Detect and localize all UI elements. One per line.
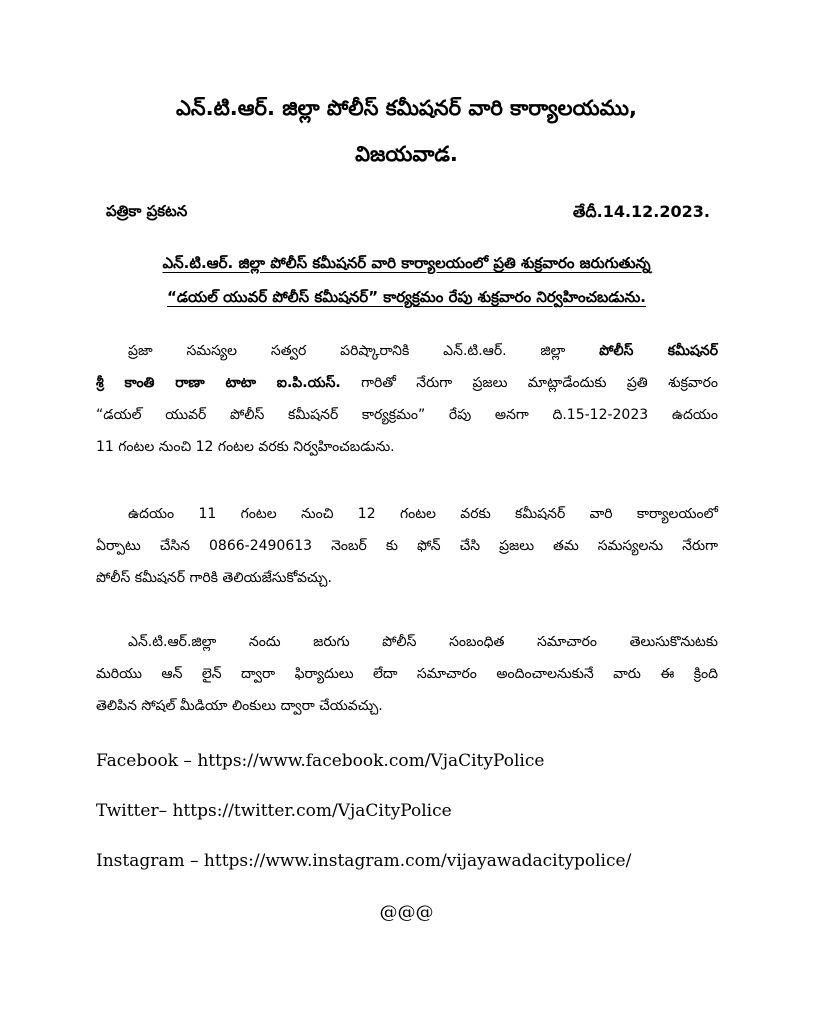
instagram-link: Instagram – https://www.instagram.com/vijayawadacitypolice/ (96, 851, 632, 871)
office-title-line2: విజయవాడ. (355, 142, 458, 166)
office-title-line1: ఎన్.టి.ఆర్. జిల్లా పోలీస్ కమీషనర్ వారి కార్యాలయము, (175, 96, 638, 120)
paragraph-3-line-1: ఎన్.టి.ఆర్.జిల్లా నందు జరుగు పోలీస్ సంబంధిత సమాచారం తెలుసుకొనుటకు (128, 634, 718, 650)
paragraph-2-line-2: ఏర్పాటు చేసిన 0866-2490613 నెంబర్ కు ఫోన్ చేసి ప్రజలు తమ సమస్యలను నేరుగా (96, 538, 718, 554)
end-mark: @@@ (379, 902, 434, 923)
paragraph-3-line-3: తెలిపిన సోషల్ మీడియా లింకులు ద్వారా చేయవచ్చు. (96, 698, 383, 714)
press-release-label: పత్రికా ప్రకటన (106, 202, 188, 220)
paragraph-3-line-2: మరియు ఆన్ లైన్ ద్వారా ఫిర్యాదులు లేదా సమాచారం అందించాలనుకునే వారు ఈ క్రింది (96, 666, 718, 682)
release-date: తేదీ.14.12.2023. (572, 202, 710, 221)
paragraph-1-line-4: 11 గంటల నుంచి 12 గంటల వరకు నిర్వహించబడును. (96, 439, 395, 455)
subject-line2: “డయల్ యువర్ పోలీస్ కమీషనర్” కార్యక్రమం రేపు శుక్రవారం నిర్వహించబడును. (167, 288, 646, 306)
paragraph-1 (96, 335, 718, 463)
paragraph-3 (96, 626, 718, 722)
paragraph-1-line-3: “డయల్ యువర్ పోలీస్ కమీషనర్ కార్యక్రమం” రేపు అనగా ది.15-12-2023 ఉదయం (96, 407, 718, 423)
subject-line1: ఎన్.టి.ఆర్. జిల్లా పోలీస్ కమీషనర్ వారి కార్యాలయంలో ప్రతి శుక్రవారం జరుగుతున్న (162, 254, 651, 272)
commissioner-title: పోలీస్ కమీషనర్ (599, 343, 718, 359)
paragraph-1-line-1-text: ప్రజా సమస్యల సత్వర పరిష్కారానికి ఎన్.టి.ఆర్. జిల్లా (128, 343, 600, 359)
commissioner-name: శ్రీ కాంతి రాణా టాటా ఐ.పి.యస్. (96, 375, 341, 391)
facebook-link: Facebook – https://www.facebook.com/VjaCityPolice (96, 751, 545, 771)
paragraph-1-line-2-text: గారితో నేరుగా ప్రజలు మాట్లాడేందుకు ప్రతి శుక్రవారం (340, 375, 718, 391)
paragraph-2 (96, 498, 718, 594)
paragraph-1-line-1 (96, 335, 718, 367)
twitter-link: Twitter– https://twitter.com/VjaCityPolice (96, 801, 452, 821)
paragraph-2-line-3: పోలీస్ కమీషనర్ గారికి తెలియజేసుకోవచ్చు. (96, 570, 332, 586)
paragraph-1-line-2 (96, 367, 718, 399)
paragraph-2-line-1: ఉదయం 11 గంటల నుంచి 12 గంటల వరకు కమీషనర్ వారి కార్యాలయంలో (128, 506, 718, 522)
